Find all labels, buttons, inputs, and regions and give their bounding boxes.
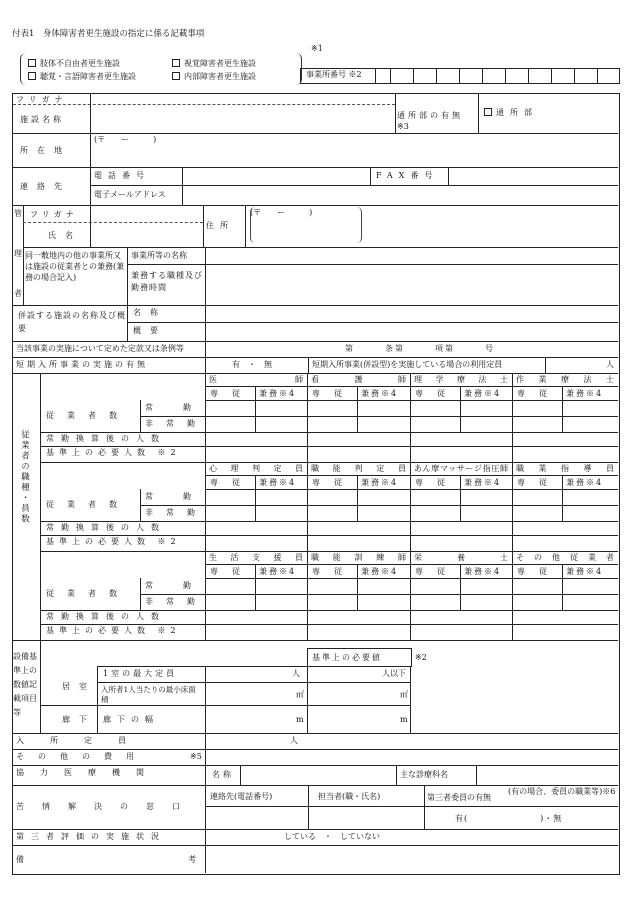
- label-conc-name: 事業所等の名称: [131, 251, 187, 260]
- staff-job-title: 理学療法士: [414, 375, 508, 384]
- staff-dedicated: 専従: [312, 478, 356, 487]
- staff-concurrent: 兼務※4: [361, 478, 399, 487]
- label-staff-vertical: 従業者の職種・員数: [19, 430, 30, 525]
- type-physical[interactable]: [28, 59, 120, 68]
- label-mgr-addr: 住所: [206, 221, 234, 230]
- staff-job-title: 看護師: [311, 375, 406, 384]
- label-location: 所在地: [20, 146, 71, 155]
- label-room-area: 入所者1人当たりの最小床面積: [101, 685, 196, 704]
- staff-job-title: 職能判定員: [311, 464, 406, 473]
- branch-option[interactable]: [484, 108, 538, 117]
- label-short-stay: 短期入所事業の実施の有無: [16, 360, 148, 369]
- short-capacity-unit: 人: [606, 360, 614, 369]
- type-label: 視覚障害者更生施設: [184, 59, 256, 68]
- staff-job-title: 生活支援員: [209, 553, 303, 562]
- label-concurrent: 同一敷地内の他の事業所又は施設の従業者との兼務(兼務の場合記入): [25, 251, 125, 282]
- label-mgr-name: 氏名: [48, 231, 82, 240]
- form-title: 付表1 身体障害者更生施設の指定に係る記載事項: [12, 29, 205, 39]
- label-eval: 第三者評価の実施状況: [16, 832, 166, 841]
- third-member-note: (有の場合、委員の職業等)※6: [508, 787, 616, 796]
- label-ordinance: 当該事業の実施について定めた定款又は条例等: [16, 344, 184, 353]
- label-branch: 通所部の有無: [397, 111, 463, 120]
- label-hospital: 協力医療機関: [16, 768, 160, 777]
- label-manager-3: 者: [14, 289, 22, 298]
- label-capacity: 入所定員: [16, 736, 152, 745]
- staff-dedicated: 専従: [517, 567, 561, 576]
- staff-job-title: あん摩マッサージ指圧師: [414, 464, 508, 473]
- label-fte: 常勤換算後の人数: [46, 523, 166, 532]
- room-capacity-unit: 人: [292, 669, 300, 678]
- staff-dedicated: 専従: [517, 478, 561, 487]
- staff-concurrent: 兼務※4: [566, 478, 604, 487]
- label-third-member: 第三者委員の有無: [427, 793, 491, 802]
- label-required: 基準上の必要人数 ※2: [46, 537, 181, 546]
- office-number-cell[interactable]: [528, 68, 529, 84]
- label-hosp-dept: 主な診療科名: [400, 770, 448, 779]
- label-required: 基準上の必要人数 ※2: [46, 626, 181, 635]
- staff-job-title: 職能訓練師: [311, 553, 406, 562]
- staff-dedicated: 専従: [210, 567, 254, 576]
- type-label: 内部障害者更生施設: [184, 72, 256, 81]
- checkbox-icon: [28, 72, 36, 80]
- label-person-in-charge: 担当者(職・氏名): [318, 792, 381, 801]
- capacity-unit: 人: [290, 736, 298, 745]
- required-value-note: ※2: [415, 653, 427, 662]
- label-hosp-name: 名称: [212, 770, 234, 779]
- label-fte: 常勤換算後の人数: [46, 612, 166, 621]
- label-annex: 併設する施設の名称及び概要: [18, 311, 126, 333]
- label-parttime: 非常勤: [145, 508, 208, 517]
- staff-dedicated: 専従: [415, 567, 459, 576]
- office-number-cell[interactable]: [505, 68, 506, 84]
- label-employees: 従業者数: [46, 500, 130, 509]
- staff-job-title: 職業指導員: [516, 464, 614, 473]
- label-mgr-furigana: フリガナ: [30, 210, 78, 219]
- label-manager-1: 管: [14, 209, 22, 218]
- staff-concurrent: 兼務※4: [566, 389, 604, 398]
- checkbox-icon: [172, 59, 180, 67]
- office-number-cell[interactable]: [459, 68, 460, 84]
- label-complaint: 苦情解決の窓口: [16, 802, 198, 811]
- type-hearing[interactable]: [28, 72, 136, 81]
- type-visual[interactable]: [172, 59, 256, 68]
- label-parttime: 非常勤: [145, 419, 208, 428]
- staff-dedicated: 専従: [517, 389, 561, 398]
- office-number-cell[interactable]: [574, 68, 575, 84]
- label-room-capacity: 1室の最大定員: [103, 669, 178, 678]
- label-manager-2: 理: [14, 249, 22, 258]
- office-number-cell[interactable]: [597, 68, 598, 84]
- label-contact: 連絡先: [20, 182, 71, 191]
- office-number-cell[interactable]: [436, 68, 437, 84]
- type-internal[interactable]: [172, 72, 256, 81]
- label-facility-name: 施設名称: [20, 115, 64, 124]
- office-number-cell[interactable]: [390, 68, 391, 84]
- staff-concurrent: 兼務※4: [361, 389, 399, 398]
- staff-concurrent: 兼務※4: [259, 478, 297, 487]
- label-parttime: 非常勤: [145, 597, 208, 606]
- label-conc-job: 兼務する職種及び勤務時間: [131, 271, 203, 292]
- staff-concurrent: 兼務※4: [259, 389, 297, 398]
- label-required-value: 基準上の必要値: [312, 653, 382, 662]
- staff-job-title: 医師: [209, 375, 303, 384]
- label-contact-tel: 連絡先(電話番号): [210, 792, 273, 801]
- staff-concurrent: 兼務※4: [259, 567, 297, 576]
- office-number-label: 事業所番号 ※2: [306, 70, 362, 79]
- staff-concurrent: 兼務※4: [566, 567, 604, 576]
- staff-job-title: 心理判定員: [209, 464, 303, 473]
- label-corridor-width: 廊下の幅: [103, 715, 159, 724]
- staff-dedicated: 専従: [415, 389, 459, 398]
- label-annex-name: 名称: [133, 308, 167, 317]
- label-fulltime: 常勤: [145, 581, 221, 590]
- label-email: 電子メールアドレス: [94, 190, 166, 199]
- type-label: 聴覚・言語障害者更生施設: [40, 72, 136, 81]
- label-employees: 従業者数: [46, 589, 130, 598]
- ordinance-value: 第 条第 項第 号: [345, 344, 495, 353]
- staff-dedicated: 専従: [210, 389, 254, 398]
- label-annex-outline: 概要: [133, 326, 167, 335]
- room-capacity-unit-below: 人以下: [382, 669, 406, 678]
- office-number-cell[interactable]: [551, 68, 552, 84]
- label-short-capacity: 短期入所事業(併設型)を実施している場合の利用定員: [312, 360, 503, 369]
- office-number-cell[interactable]: [413, 68, 414, 84]
- label-other-cost: その他の費用: [16, 752, 148, 761]
- staff-concurrent: 兼務※4: [464, 478, 502, 487]
- label-required: 基準上の必要人数 ※2: [46, 448, 181, 457]
- office-number-cell[interactable]: [482, 68, 483, 84]
- label-fulltime: 常勤: [145, 403, 221, 412]
- checkbox-icon: [28, 59, 36, 67]
- staff-dedicated: 専従: [312, 389, 356, 398]
- room-area-unit-2: ㎡: [400, 690, 408, 699]
- label-furigana: フリガナ: [16, 95, 68, 104]
- corridor-unit-2: m: [400, 715, 408, 724]
- room-area-unit: ㎡: [296, 690, 304, 699]
- label-room: 居室: [62, 682, 96, 691]
- mgr-postal: (〒 ー ): [250, 208, 313, 217]
- eval-options[interactable]: している ・ していない: [284, 832, 380, 841]
- label-fax: FAX番号: [376, 171, 439, 180]
- label-remarks: 備考: [16, 855, 360, 864]
- location-postal: (〒 ー ): [94, 135, 157, 144]
- third-member-options[interactable]: 有( )・無: [455, 814, 563, 823]
- label-fulltime: 常勤: [145, 492, 221, 501]
- branch-option-label: 通所部: [496, 108, 538, 117]
- staff-job-title: 栄養士: [414, 553, 508, 562]
- staff-dedicated: 専従: [312, 567, 356, 576]
- staff-concurrent: 兼務※4: [464, 567, 502, 576]
- other-cost-note: ※5: [190, 752, 202, 761]
- label-fte: 常勤換算後の人数: [46, 434, 166, 443]
- type-label: 肢体不自由者更生施設: [40, 59, 120, 68]
- staff-concurrent: 兼務※4: [361, 567, 399, 576]
- corridor-unit: m: [296, 715, 304, 724]
- staff-dedicated: 専従: [210, 478, 254, 487]
- note-1: ※1: [311, 44, 323, 53]
- label-corridor: 廊下: [62, 715, 96, 724]
- staff-concurrent: 兼務※4: [464, 389, 502, 398]
- branch-note: ※3: [397, 122, 409, 131]
- label-employees: 従業者数: [46, 411, 130, 420]
- checkbox-icon: [484, 108, 492, 116]
- staff-job-title: その他従業者: [516, 553, 614, 562]
- label-equipment: 設備基準上の数値記載項目等: [13, 652, 37, 717]
- staff-job-title: 作業療法士: [516, 375, 614, 384]
- label-tel: 電話番号: [94, 171, 150, 180]
- checkbox-icon: [172, 72, 180, 80]
- staff-dedicated: 専従: [415, 478, 459, 487]
- short-stay-option[interactable]: 有 ・ 無: [232, 360, 272, 369]
